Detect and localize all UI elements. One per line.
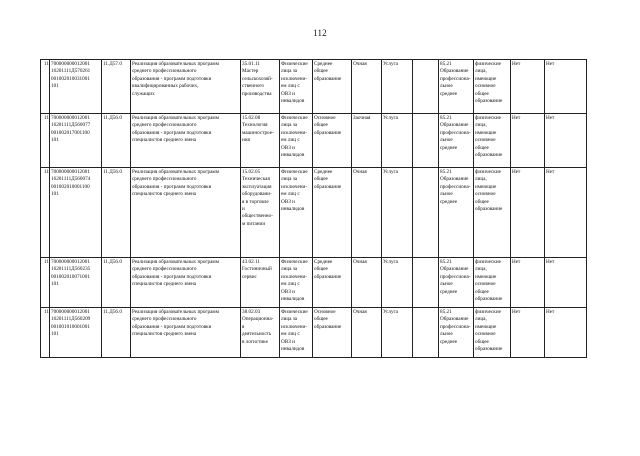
row-number: 11 xyxy=(41,168,50,258)
kind-cell: Услуга xyxy=(382,60,413,114)
recipients-cell: физические лица, имеющие основное общее образование xyxy=(474,114,511,168)
table-row xyxy=(41,168,587,258)
kind-cell: Услуга xyxy=(382,308,413,358)
flag-cell: Нет xyxy=(511,258,545,308)
specialty-cell: 38.02.03 Операционна- я деятельность в логистике xyxy=(241,308,280,358)
registry-code-cell: 700000000012001 16201111Д560077 001002017001100 101 xyxy=(50,114,102,168)
flag-cell: Нет xyxy=(511,114,545,168)
empty-cell xyxy=(413,168,439,258)
education-base-cell: Основное общее образование xyxy=(313,308,352,358)
education-base-cell: Среднее общее образование xyxy=(313,60,352,114)
table-row xyxy=(41,114,587,168)
kind-cell: Услуга xyxy=(382,258,413,308)
empty-cell xyxy=(413,308,439,358)
category-cell: Физические лица за исключени- ем лиц с ОВЗ и инвалидов xyxy=(280,60,313,114)
recipients-cell: физические лица, имеющие основное общее образование xyxy=(474,168,511,258)
category-cell: Физические лица за исключени- ем лиц с ОВЗ и инвалидов xyxy=(280,168,313,258)
kind-cell: Услуга xyxy=(382,168,413,258)
specialty-cell: 15.02.08 Технология машинострое- ния xyxy=(241,114,280,168)
specialty-cell: 35.01.11 Мастер сельскохозяй- ственного производства xyxy=(241,60,280,114)
empty-cell xyxy=(413,114,439,168)
base-code-cell: 11.Д56.0 xyxy=(102,114,131,168)
registry-code-cell: 700000000012001 16201111Д560074 001002010001100 101 xyxy=(50,168,102,258)
row-number: 11 xyxy=(41,308,50,358)
service-name-cell: Реализация образовательных программ среднего профессионального образования - программ подготовки специалистов среднего звена xyxy=(131,168,241,258)
service-name-cell: Реализация образовательных программ среднего профессионального образования - программ подготовки специалистов среднего звена xyxy=(131,114,241,168)
table-row xyxy=(41,308,587,358)
category-cell: Физические лица за исключени- ем лиц с ОВЗ и инвалидов xyxy=(280,258,313,308)
base-code-cell: 11.Д57.0 xyxy=(102,60,131,114)
study-form-cell: Заочная xyxy=(352,114,382,168)
service-name-cell: Реализация образовательных программ среднего профессионального образования - программ подготовки квалифицированных рабочих, служащих xyxy=(131,60,241,114)
registry-table xyxy=(40,59,587,358)
education-base-cell: Основное общее образование xyxy=(313,114,352,168)
flag-cell: Нет xyxy=(545,168,587,258)
table-row xyxy=(41,258,587,308)
registry-code-cell: 700000000012001 16201111Д560235 001002010071001 101 xyxy=(50,258,102,308)
row-number: 11 xyxy=(41,60,50,114)
okved-cell: 85.21 Образование профессиона- льное среднее xyxy=(439,258,474,308)
registry-code-cell: 700000000012001 16201111Д570261 001002010031001 101 xyxy=(50,60,102,114)
okved-cell: 85.21 Образование профессиона- льное среднее xyxy=(439,308,474,358)
study-form-cell: Очная xyxy=(352,60,382,114)
recipients-cell: физические лица, имеющие основное общее образование xyxy=(474,308,511,358)
flag-cell: Нет xyxy=(545,258,587,308)
specialty-cell: 43.02.11 Гостиничный сервис xyxy=(241,258,280,308)
specialty-cell: 15.02.05 Техническая эксплуатация оборудовани- я в торговле и общественно- м питании xyxy=(241,168,280,258)
study-form-cell: Очная xyxy=(352,258,382,308)
empty-cell xyxy=(413,258,439,308)
category-cell: Физические лица за исключени- ем лиц с ОВЗ и инвалидов xyxy=(280,308,313,358)
okved-cell: 85.21 Образование профессиона- льное среднее xyxy=(439,168,474,258)
service-name-cell: Реализация образовательных программ среднего профессионального образования - программ подготовки специалистов среднего звена xyxy=(131,258,241,308)
registry-code-cell: 700000000012001 16201111Д560209 001001010001001 101 xyxy=(50,308,102,358)
row-number: 11 xyxy=(41,114,50,168)
okved-cell: 85.21 Образование профессиона- льное среднее xyxy=(439,114,474,168)
flag-cell: Нет xyxy=(545,60,587,114)
flag-cell: Нет xyxy=(511,308,545,358)
base-code-cell: 11.Д56.0 xyxy=(102,308,131,358)
empty-cell xyxy=(413,60,439,114)
recipients-cell: физические лица, имеющие основное общее образование xyxy=(474,60,511,114)
flag-cell: Нет xyxy=(511,60,545,114)
education-base-cell: Среднее общее образование xyxy=(313,258,352,308)
row-number: 11 xyxy=(41,258,50,308)
flag-cell: Нет xyxy=(511,168,545,258)
study-form-cell: Очная xyxy=(352,168,382,258)
flag-cell: Нет xyxy=(545,308,587,358)
okved-cell: 85.21 Образование профессиона- льное среднее xyxy=(439,60,474,114)
base-code-cell: 11.Д56.0 xyxy=(102,258,131,308)
page-number: 112 xyxy=(313,28,327,38)
recipients-cell: физические лица, имеющие основное общее образование xyxy=(474,258,511,308)
flag-cell: Нет xyxy=(545,114,587,168)
kind-cell: Услуга xyxy=(382,114,413,168)
category-cell: Физические лица за исключени- ем лиц с ОВЗ и инвалидов xyxy=(280,114,313,168)
table-row xyxy=(41,60,587,114)
study-form-cell: Очная xyxy=(352,308,382,358)
service-name-cell: Реализация образовательных программ среднего профессионального образования - программ подготовки специалистов среднего звена xyxy=(131,308,241,358)
education-base-cell: Среднее общее образование xyxy=(313,168,352,258)
base-code-cell: 11.Д56.0 xyxy=(102,168,131,258)
